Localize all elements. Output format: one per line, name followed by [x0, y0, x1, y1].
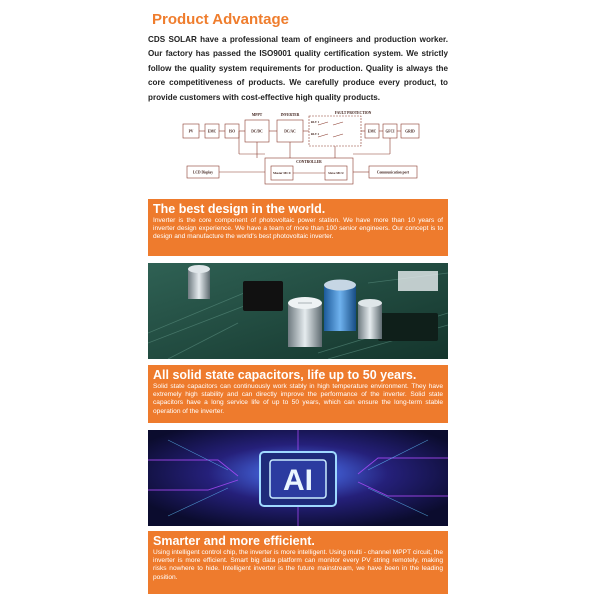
section-solid-capacitors: [148, 365, 448, 423]
inverter-block-diagram: [173, 110, 423, 190]
chip-ai-label: AI: [283, 464, 313, 497]
inverter-label: INVERTER: [280, 113, 300, 117]
section-body: Inverter is the core component of photovoltaic power station. We have more than 10 years of inverter design experience. We have a team of more than 100 senior engineers. Our concept is to design and manufacture the world's best photovoltaic inverter.: [153, 217, 443, 241]
relay-2-label: RLY 2: [310, 132, 320, 136]
capacitor-center: [288, 297, 322, 347]
dcac-label: DC/AC: [284, 129, 296, 134]
mppt-label: MPPT: [251, 113, 263, 117]
relay-1-label: RLY 1: [310, 120, 320, 124]
pv-label: PV: [188, 129, 194, 134]
section-title: Smarter and more efficient.: [153, 534, 315, 548]
intro-paragraph: CDS SOLAR have a professional team of engineers and production worker. Our factory has passed the ISO9001 quality certification system. We strictly follow the quality system requirements for production. Quality is always the core competitiveness of products. We carefully produce every product, to provide customers with cost-effective high quality products.: [148, 35, 448, 102]
capacitor-blue: [324, 280, 356, 332]
controller-label: CONTROLLER: [296, 160, 322, 164]
emc-label-2: EMC: [367, 129, 377, 134]
section-body: Solid state capacitors can continuously work stably in high temperature environment. They have extremely high stability and can directly improve the performance of the inverter. Solid state capacitors have a long service life of up to 50 years, which can ensure the long-term stable operation of the inverter.: [153, 383, 443, 415]
fault-protection-label: FAULT PROTECTION: [334, 111, 372, 115]
slave-mcu-label: Slave MCU: [328, 171, 344, 175]
master-mcu-label: Master MCU: [272, 171, 292, 175]
lcd-display-label: LCD Display: [192, 170, 214, 175]
section-best-design: [148, 199, 448, 256]
section-body: Using intelligent control chip, the inverter is more intelligent. Using multi - channel MPPT circuit, the inverter is more efficient. Smart big data platform can monitor every PV string remotely, making risks nowhere to hide. Intelligent inverter is the future mainstream, we have been in the leading position.: [153, 549, 443, 581]
section-title: The best design in the world.: [153, 202, 326, 216]
ai-chip-photo: [148, 430, 448, 526]
capacitor-left: [188, 265, 210, 299]
emc-label-1: EMC: [207, 129, 217, 134]
page-title: Product Advantage: [152, 11, 289, 28]
gfci-label: GFCI: [385, 129, 395, 134]
section-smarter-efficient: [148, 531, 448, 594]
pcb-capacitor-photo: [148, 263, 448, 359]
iso-label: ISO: [228, 129, 236, 134]
dcdc-label: DC/DC: [251, 129, 263, 134]
product-advantage-page: [148, 0, 448, 600]
communication-port-label: Communication port: [376, 170, 410, 175]
grid-label: GRID: [405, 129, 415, 134]
section-title: All solid state capacitors, life up to 50 years.: [153, 368, 417, 382]
